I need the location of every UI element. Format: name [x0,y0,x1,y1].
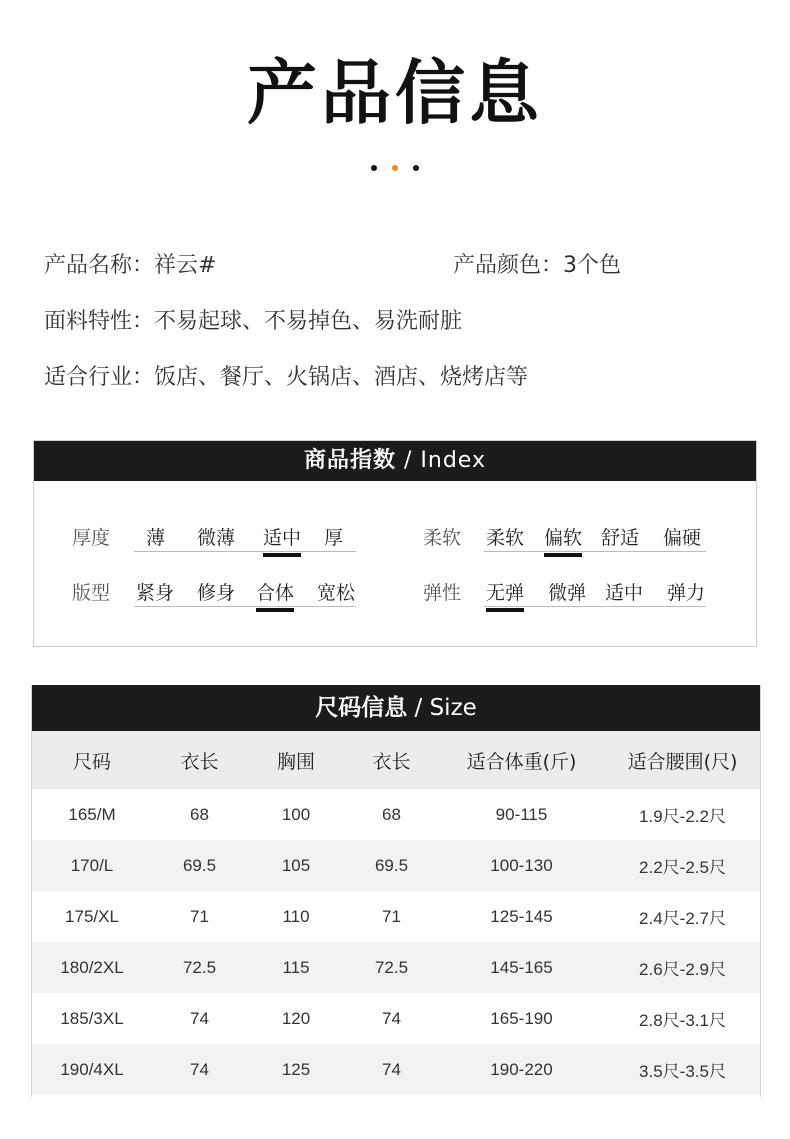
index-option: 薄 [146,527,166,549]
title-decoration [0,157,790,176]
fabric-label: 面料特性： [44,309,155,334]
dot-decoration-accent [392,165,398,171]
table-cell: 165/M [68,804,116,824]
index-option: 宽松 [317,582,356,604]
size-panel [31,685,761,1097]
table-cell: 69.5 [345,840,438,891]
index-scale-line [134,551,356,552]
index-option: 微弹 [548,582,587,604]
dot-decoration [413,165,419,171]
table-cell: 72.5 [345,942,438,993]
table-row [32,840,760,891]
size-table-header-row [32,731,760,789]
product-color-label: 产品颜色： [453,253,564,278]
index-panel-header [34,441,756,481]
table-cell: 115 [247,942,345,993]
size-title: 尺码信息 [315,695,408,721]
table-cell: 110 [282,906,310,926]
column-header: 适合腰围(尺) [605,731,760,789]
index-title-en: / Index [396,448,486,473]
index-option-selected: 无弹 [486,578,524,605]
table-cell: 74 [190,1008,209,1028]
product-name-value: 祥云# [154,253,217,278]
table-cell: 2.8尺-3.1尺 [639,1011,726,1030]
product-color-value: 3个色 [563,253,622,278]
table-cell: 165-190 [490,1008,553,1028]
table-cell: 2.4尺-2.7尺 [639,909,726,928]
index-option-selected: 适中 [263,523,301,550]
index-row-thickness [34,519,394,553]
index-option: 弹力 [667,582,706,604]
table-cell: 71 [190,906,209,926]
index-option-selected: 偏软 [544,523,582,550]
index-option: 修身 [197,582,236,604]
index-option-selected: 合体 [256,578,294,605]
product-name-row [44,251,216,281]
table-cell: 175/XL [65,906,119,926]
index-option: 舒适 [601,527,640,549]
table-cell: 68 [382,804,401,824]
table-cell: 120 [281,1008,311,1028]
index-title: 商品指数 [304,448,397,473]
table-cell: 100-130 [438,840,605,891]
table-row [32,891,760,942]
index-panel [33,440,757,647]
index-row-elasticity [394,574,756,608]
index-row-fit [34,574,394,608]
fabric-value: 不易起球、不易掉色、易洗耐脏 [154,309,463,334]
fabric-row [44,307,462,337]
index-scale-line [484,606,706,607]
index-label: 版型 [72,582,111,604]
size-title-en: / Size [407,695,477,721]
table-row [32,789,760,840]
index-option: 紧身 [136,582,175,604]
column-header: 衣长 [345,731,438,789]
column-header: 胸围 [247,731,345,789]
table-cell: 74 [345,1044,438,1095]
column-header: 适合体重(斤) [438,731,605,789]
table-cell: 90-115 [495,804,548,824]
table-cell: 74 [152,1044,247,1095]
index-row-softness [394,519,756,553]
product-color-row [453,251,621,281]
table-cell: 3.5尺-3.5尺 [605,1044,760,1095]
table-row [32,1044,760,1095]
table-cell: 100 [281,804,311,824]
industry-value: 饭店、餐厅、火锅店、酒店、烧烤店等 [154,365,529,390]
table-cell: 190/4XL [32,1044,152,1095]
table-cell: 125 [247,1044,345,1095]
size-panel-header [32,685,760,731]
dot-decoration [371,165,377,171]
index-scale-line [134,606,356,607]
table-cell: 69.5 [152,840,247,891]
index-scale-line [484,551,706,552]
table-cell: 2.6尺-2.9尺 [605,942,760,993]
table-cell: 145-165 [438,942,605,993]
index-option: 厚 [324,527,344,549]
table-row [32,942,760,993]
table-cell: 190-220 [438,1044,605,1095]
product-name-label: 产品名称： [44,253,155,278]
table-cell: 170/L [32,840,152,891]
table-cell: 180/2XL [32,942,152,993]
table-cell: 71 [382,906,401,926]
table-cell: 105 [247,840,345,891]
index-label: 弹性 [423,582,462,604]
index-option: 适中 [605,582,644,604]
table-cell: 125-145 [490,906,553,926]
index-option: 微薄 [197,527,236,549]
index-option: 偏硬 [663,527,702,549]
table-cell: 1.9尺-2.2尺 [639,807,726,826]
industry-row [44,363,528,393]
table-cell: 185/3XL [60,1008,124,1028]
table-cell: 68 [190,804,209,824]
industry-label: 适合行业： [44,365,155,390]
index-label: 厚度 [72,527,111,549]
column-header: 衣长 [152,731,247,789]
table-row [32,993,760,1044]
index-option: 柔软 [486,527,525,549]
column-header: 尺码 [32,731,152,789]
table-cell: 74 [382,1008,401,1028]
page-title: 产品信息 [247,52,543,134]
table-cell: 2.2尺-2.5尺 [605,840,760,891]
table-cell: 72.5 [152,942,247,993]
size-table [32,731,760,1095]
index-label: 柔软 [423,527,462,549]
